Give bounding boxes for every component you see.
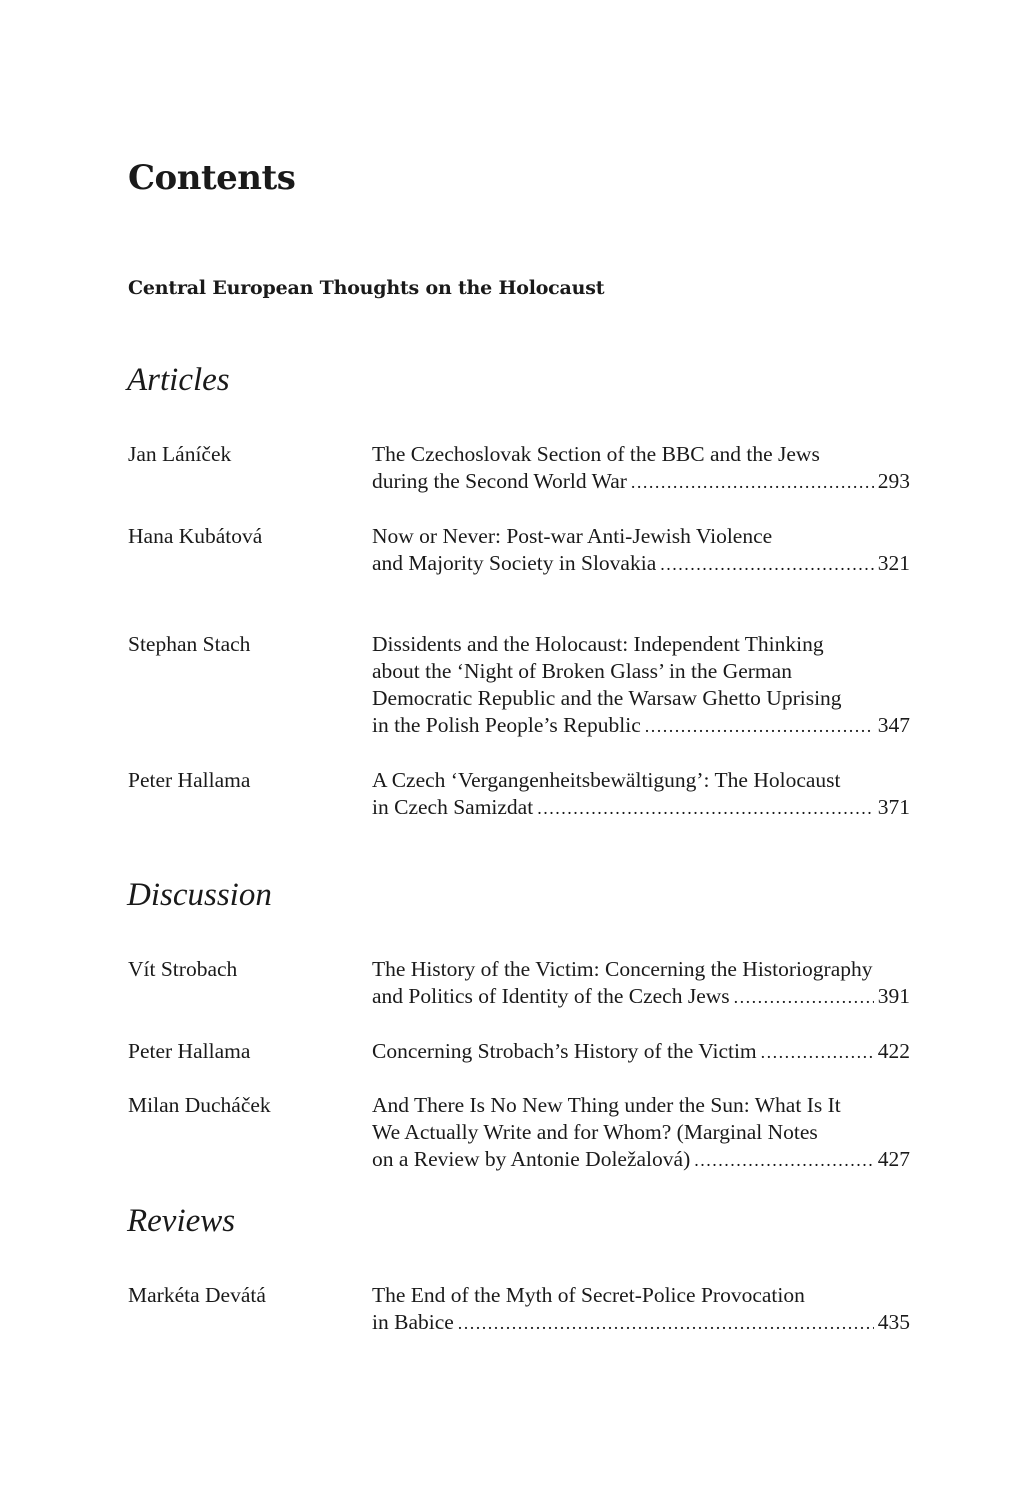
entry-page-number: 435 bbox=[877, 1310, 910, 1334]
entry-title[interactable] bbox=[372, 441, 910, 496]
entry-title-last-line bbox=[372, 468, 910, 496]
entry-author: Markéta Devátá bbox=[128, 1283, 266, 1307]
entry-title-line: Now or Never: Post-war Anti-Jewish Violence bbox=[372, 524, 773, 548]
entry-title-last-line bbox=[372, 1146, 910, 1174]
section-heading-discussion: Discussion bbox=[127, 877, 272, 913]
entry-title[interactable] bbox=[372, 523, 910, 578]
dot-leader bbox=[645, 713, 874, 740]
entry-author: Vít Strobach bbox=[128, 957, 238, 981]
page-title: Contents bbox=[128, 158, 296, 198]
entry-title-line: The Czechoslovak Section of the BBC and the Jews bbox=[372, 442, 820, 466]
issue-theme-title: Central European Thoughts on the Holocaust bbox=[128, 277, 605, 299]
entry-title-line: Concerning Strobach’s History of the Victim bbox=[372, 1039, 757, 1063]
section-heading-articles: Articles bbox=[127, 362, 230, 398]
entry-title-line: We Actually Write and for Whom? (Marginal Notes bbox=[372, 1120, 818, 1144]
entry-title-line: The End of the Myth of Secret-Police Provocation bbox=[372, 1283, 805, 1307]
entry-title[interactable] bbox=[372, 956, 910, 1011]
dot-leader bbox=[694, 1147, 874, 1174]
entry-author: Stephan Stach bbox=[128, 632, 251, 656]
entry-title-line: and Politics of Identity of the Czech Jews bbox=[372, 984, 730, 1008]
entry-title-last-line bbox=[372, 1309, 910, 1337]
entry-title-line: in Czech Samizdat bbox=[372, 795, 534, 819]
entry-title[interactable] bbox=[372, 1038, 910, 1066]
dot-leader bbox=[734, 984, 874, 1011]
entry-author: Peter Hallama bbox=[128, 1039, 251, 1063]
entry-title[interactable] bbox=[372, 767, 910, 822]
entry-title-line: on a Review by Antonie Doležalová) bbox=[372, 1147, 691, 1171]
dot-leader bbox=[660, 551, 874, 578]
entry-page-number: 293 bbox=[877, 469, 910, 493]
entry-title-line: during the Second World War bbox=[372, 469, 627, 493]
entry-author: Jan Láníček bbox=[128, 442, 232, 466]
entry-author: Hana Kubátová bbox=[128, 524, 263, 548]
entry-title[interactable] bbox=[372, 1282, 910, 1337]
dot-leader bbox=[458, 1310, 874, 1337]
entry-title-line: And There Is No New Thing under the Sun: What Is It bbox=[372, 1093, 841, 1117]
entry-title-line: Dissidents and the Holocaust: Independent Thinking bbox=[372, 632, 824, 656]
entry-page-number: 371 bbox=[877, 795, 910, 819]
entry-title-last-line bbox=[372, 983, 910, 1011]
entry-page-number: 391 bbox=[877, 984, 910, 1008]
dot-leader bbox=[761, 1039, 874, 1066]
entry-title-line: in the Polish People’s Republic bbox=[372, 713, 641, 737]
dot-leader bbox=[631, 469, 874, 496]
entry-author: Milan Ducháček bbox=[128, 1093, 271, 1117]
entry-title[interactable] bbox=[372, 631, 910, 740]
entry-page-number: 427 bbox=[877, 1147, 910, 1171]
entry-page-number: 321 bbox=[877, 551, 910, 575]
entry-title-last-line bbox=[372, 794, 910, 822]
entry-title-last-line bbox=[372, 712, 910, 740]
entry-title-line: Democratic Republic and the Warsaw Ghetto Uprising bbox=[372, 686, 842, 710]
section-heading-reviews: Reviews bbox=[127, 1203, 236, 1239]
entry-title-line: A Czech ‘Vergangenheitsbewältigung’: The Holocaust bbox=[372, 768, 841, 792]
entry-title-line: The History of the Victim: Concerning the Historiography bbox=[372, 957, 873, 981]
entry-title-line: and Majority Society in Slovakia bbox=[372, 551, 657, 575]
entry-title-last-line bbox=[372, 550, 910, 578]
entry-title-line: about the ‘Night of Broken Glass’ in the German bbox=[372, 659, 792, 683]
entry-page-number: 422 bbox=[877, 1039, 910, 1063]
entry-title-line: in Babice bbox=[372, 1310, 454, 1334]
entry-title-last-line bbox=[372, 1038, 910, 1066]
entry-author: Peter Hallama bbox=[128, 768, 251, 792]
entry-page-number: 347 bbox=[877, 713, 910, 737]
dot-leader bbox=[537, 795, 874, 822]
entry-title[interactable] bbox=[372, 1092, 910, 1174]
